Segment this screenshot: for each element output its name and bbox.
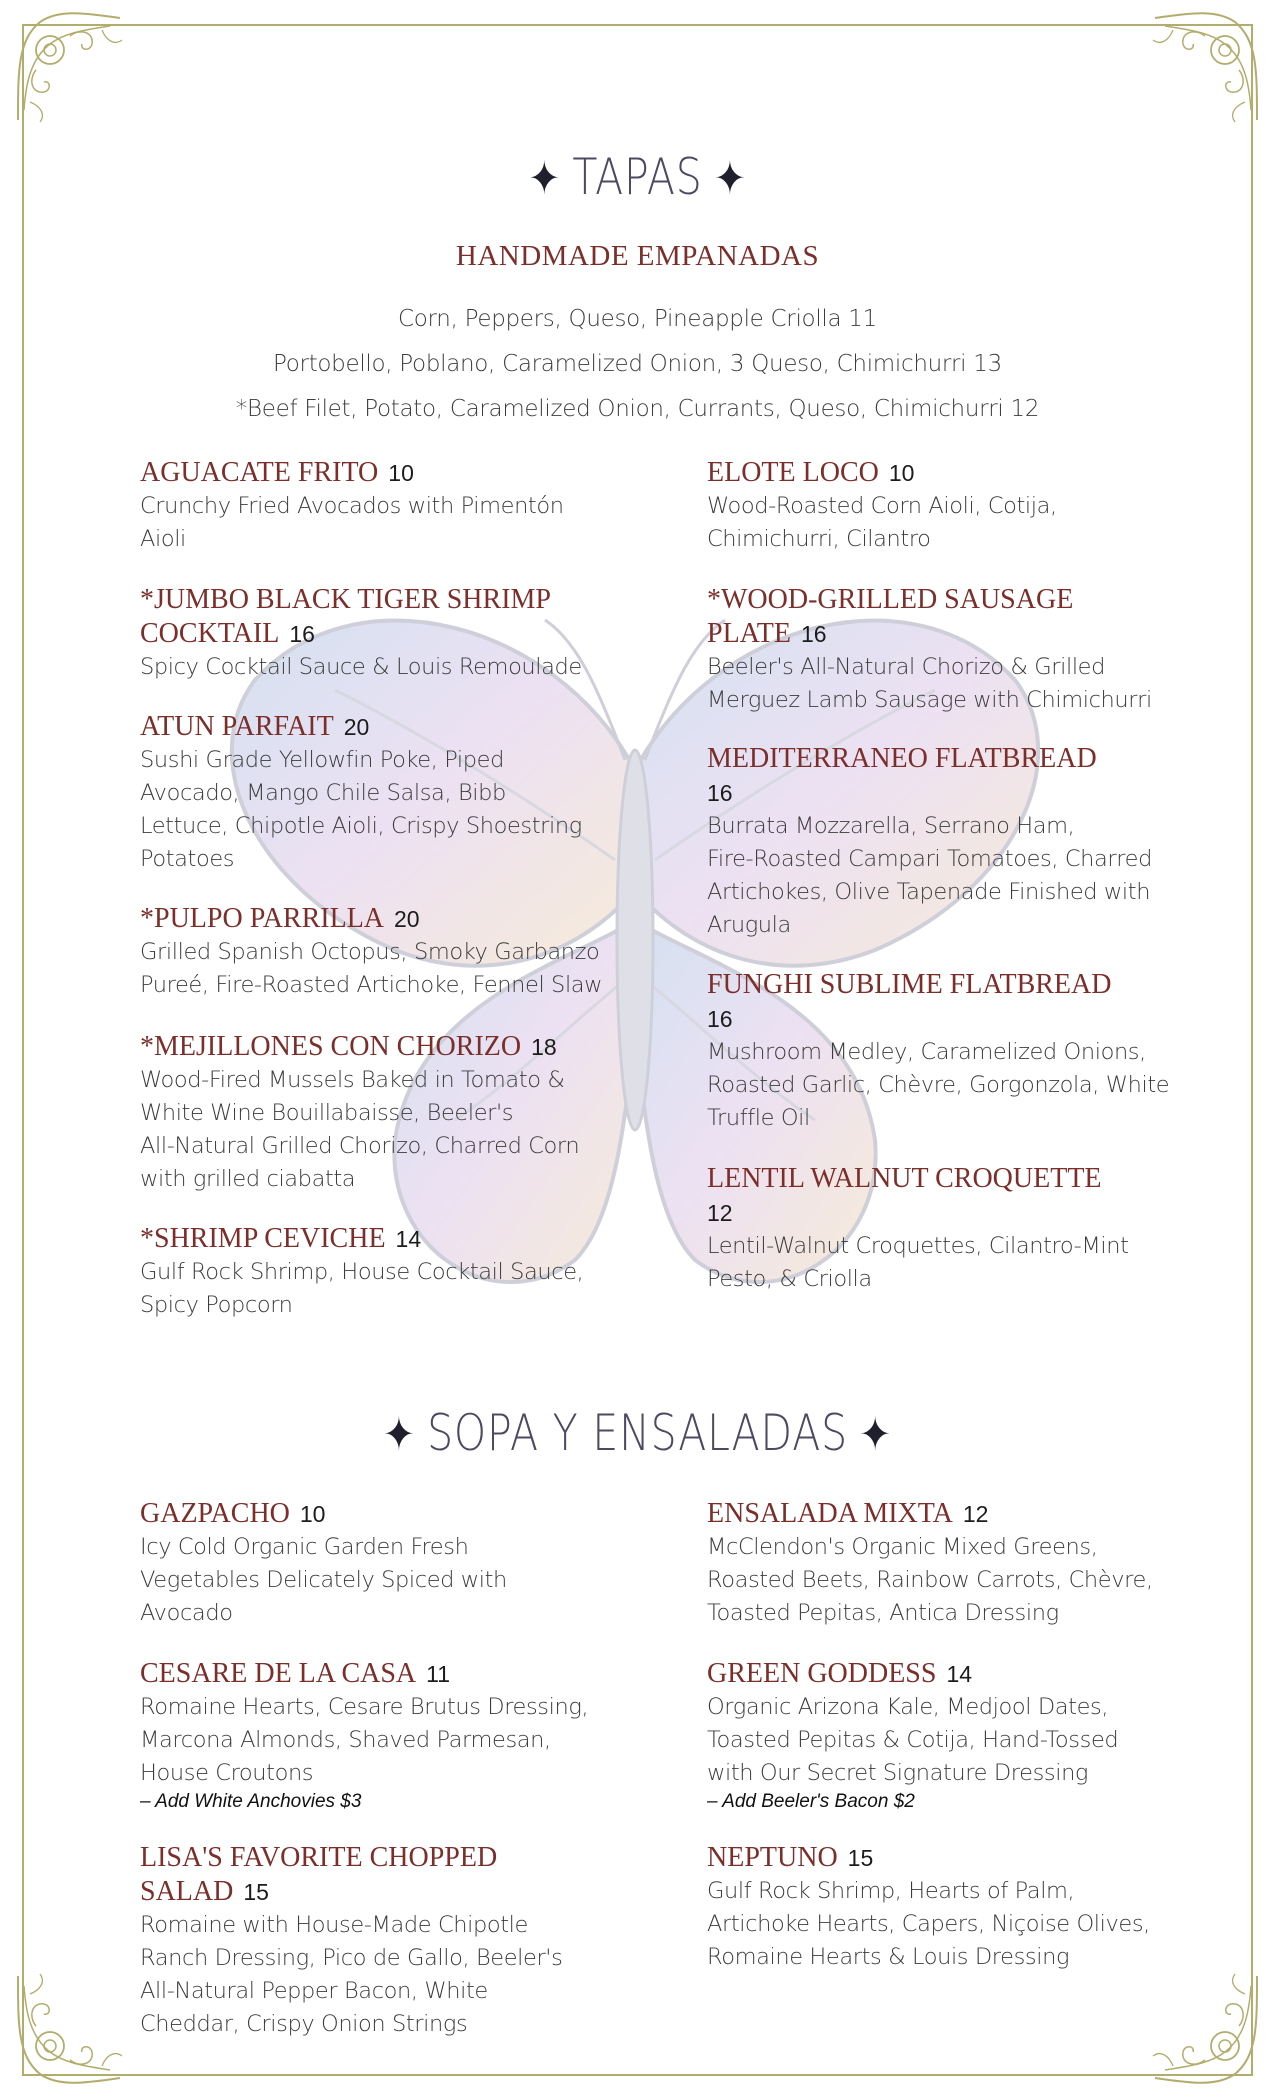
item-name: FUNGHI SUBLIME FLATBREAD (707, 969, 1112, 1000)
item-name: AGUACATE FRITO (140, 457, 379, 488)
item-desc: Roasted Garlic, Chèvre, Gorgonzola, White (707, 1072, 1170, 1098)
item-name: NEPTUNO (707, 1842, 838, 1873)
item-desc: Wood-Fired Mussels Baked in Tomato & (140, 1067, 565, 1093)
item-price: 14 (946, 1661, 973, 1687)
item-desc: Toasted Pepitas, Antica Dressing (707, 1600, 1059, 1626)
item-desc: Wood-Roasted Corn Aioli, Cotija, (707, 493, 1057, 519)
item-desc: Artichoke Hearts, Capers, Niçoise Olives, (707, 1911, 1150, 1937)
menu-item (707, 583, 1207, 717)
item-desc: Roasted Beets, Rainbow Carrots, Chèvre, (707, 1567, 1153, 1593)
item-name: *PULPO PARRILLA (140, 903, 385, 934)
item-name: ATUN PARFAIT (140, 711, 334, 742)
item-desc: Artichokes, Olive Tapenade Finished with (707, 879, 1151, 905)
item-desc: Vegetables Delicately Spiced with (140, 1567, 507, 1593)
item-name: *SHRIMP CEVICHE (140, 1223, 386, 1254)
item-name: *JUMBO BLACK TIGER SHRIMP (140, 584, 551, 615)
item-price: 20 (343, 714, 370, 740)
tapas-title (115, 148, 1161, 206)
item-price: 12 (962, 1501, 989, 1527)
item-price: 20 (394, 906, 420, 932)
item-desc: Arugula (707, 912, 791, 938)
menu-item (140, 710, 640, 876)
item-desc: Romaine Hearts, Cesare Brutus Dressing, (140, 1694, 589, 1720)
item-name: ELOTE LOCO (707, 457, 879, 488)
ornament-corner-icon (10, 10, 130, 130)
item-desc: All-Natural Grilled Chorizo, Charred Corn (140, 1133, 580, 1159)
item-desc: All-Natural Pepper Bacon, White (140, 1978, 488, 2004)
item-desc: Toasted Pepitas & Cotija, Hand-Tossed (707, 1727, 1119, 1753)
star-icon: ✦ (528, 151, 561, 205)
ornament-corner-icon (1145, 10, 1265, 130)
item-desc: Truffle Oil (707, 1105, 810, 1131)
item-desc: Ranch Dressing, Pico de Gallo, Beeler's (140, 1945, 563, 1971)
item-price: 16 (707, 780, 733, 806)
item-price: 15 (243, 1879, 269, 1905)
item-name: LISA'S FAVORITE CHOPPED (140, 1842, 498, 1873)
item-name: CESARE DE LA CASA (140, 1658, 417, 1689)
item-desc: Icy Cold Organic Garden Fresh (140, 1534, 469, 1560)
item-desc: Spicy Cocktail Sauce & Louis Remoulade (140, 654, 582, 680)
item-desc: Merguez Lamb Sausage with Chimichurri (707, 687, 1152, 713)
empanada-line: Corn, Peppers, Queso, Pineapple Criolla 11 (398, 306, 877, 332)
item-addon: – Add White Anchovies $3 (140, 1791, 362, 1812)
item-price: 10 (388, 460, 414, 486)
item-desc: Lettuce, Chipotle Aioli, Crispy Shoestring (140, 813, 582, 839)
item-price: 10 (888, 460, 915, 486)
item-price: 11 (426, 1661, 451, 1687)
menu-item (140, 583, 640, 684)
item-desc: Avocado, Mango Chile Salsa, Bibb (140, 780, 506, 806)
item-desc: Cheddar, Crispy Onion Strings (140, 2011, 468, 2037)
item-desc: Marcona Almonds, Shaved Parmesan, (140, 1727, 551, 1753)
menu-item (140, 1030, 640, 1196)
menu-item (140, 1657, 640, 1814)
star-icon: ✦ (714, 151, 747, 205)
item-desc: Gulf Rock Shrimp, House Cocktail Sauce, (140, 1259, 584, 1285)
item-price: 16 (801, 621, 827, 647)
menu-item (140, 456, 640, 556)
item-name: MEDITERRANEO FLATBREAD (707, 743, 1097, 774)
item-addon: – Add Beeler's Bacon $2 (707, 1791, 915, 1812)
sopa-title (115, 1404, 1161, 1462)
menu-item (140, 1841, 640, 2041)
menu-item (707, 1841, 1207, 1974)
item-price: 12 (707, 1200, 733, 1226)
item-desc: Spicy Popcorn (140, 1292, 293, 1318)
star-icon: ✦ (859, 1407, 892, 1461)
item-desc: Lentil-Walnut Croquettes, Cilantro-Mint (707, 1233, 1129, 1259)
ornament-corner-icon (10, 1966, 130, 2086)
item-desc: McClendon's Organic Mixed Greens, (707, 1534, 1098, 1560)
tapas-title-text: TAPAS (572, 148, 703, 206)
item-desc: Romaine Hearts & Louis Dressing (707, 1944, 1070, 1970)
item-name: SALAD (140, 1876, 234, 1907)
item-desc: with grilled ciabatta (140, 1166, 356, 1192)
empanada-line: *Beef Filet, Potato, Caramelized Onion, Currants, Queso, Chimichurri 12 (235, 396, 1040, 422)
item-desc: Aioli (140, 526, 186, 552)
item-desc: Pesto, & Criolla (707, 1266, 872, 1292)
item-name: LENTIL WALNUT CROQUETTE (707, 1163, 1102, 1194)
item-name: COCKTAIL (140, 618, 280, 649)
item-name: *WOOD-GRILLED SAUSAGE (707, 584, 1074, 615)
item-desc: Avocado (140, 1600, 233, 1626)
menu-item (140, 1497, 640, 1630)
item-price: 15 (847, 1845, 874, 1871)
item-desc: Mushroom Medley, Caramelized Onions, (707, 1039, 1146, 1065)
item-desc: Organic Arizona Kale, Medjool Dates, (707, 1694, 1109, 1720)
item-desc: Grilled Spanish Octopus, Smoky Garbanzo (140, 939, 600, 965)
menu-item (707, 1162, 1207, 1296)
item-desc: Beeler's All-Natural Chorizo & Grilled (707, 654, 1106, 680)
item-price: 18 (531, 1034, 557, 1060)
star-icon: ✦ (383, 1407, 416, 1461)
item-name: ENSALADA MIXTA (707, 1498, 953, 1529)
item-desc: Potatoes (140, 846, 235, 872)
menu-item (707, 742, 1207, 942)
item-price: 10 (299, 1501, 326, 1527)
item-price: 16 (289, 621, 315, 647)
sopa-title-text: SOPA Y ENSALADAS (427, 1404, 848, 1462)
empanadas-title: HANDMADE EMPANADAS (455, 240, 820, 272)
item-name: *MEJILLONES CON CHORIZO (140, 1031, 522, 1062)
item-desc: Burrata Mozzarella, Serrano Ham, (707, 813, 1075, 839)
item-name: GREEN GODDESS (707, 1658, 937, 1689)
menu-item (707, 456, 1207, 556)
item-desc: Romaine with House-Made Chipotle (140, 1912, 528, 1938)
item-desc: House Croutons (140, 1760, 314, 1786)
item-desc: with Our Secret Signature Dressing (707, 1760, 1089, 1786)
empanada-line: Portobello, Poblano, Caramelized Onion, 3 Queso, Chimichurri 13 (273, 351, 1002, 377)
item-desc: Fire-Roasted Campari Tomatoes, Charred (707, 846, 1152, 872)
ornament-corner-icon (1145, 1966, 1265, 2086)
menu-item (707, 1497, 1207, 1630)
item-price: 16 (707, 1006, 733, 1032)
item-desc: Sushi Grade Yellowfin Poke, Piped (140, 747, 504, 773)
menu-item (707, 1657, 1207, 1814)
menu-item (140, 1222, 640, 1322)
menu-item (140, 902, 640, 1002)
item-price: 14 (395, 1226, 422, 1252)
item-desc: Pureé, Fire-Roasted Artichoke, Fennel Slaw (140, 972, 603, 998)
item-name: PLATE (707, 618, 791, 649)
item-desc: Crunchy Fried Avocados with Pimentón (140, 493, 564, 519)
item-desc: White Wine Bouillabaisse, Beeler's (140, 1100, 514, 1126)
item-desc: Chimichurri, Cilantro (707, 526, 931, 552)
item-name: GAZPACHO (140, 1498, 290, 1529)
item-desc: Gulf Rock Shrimp, Hearts of Palm, (707, 1878, 1075, 1904)
menu-item (707, 968, 1207, 1135)
